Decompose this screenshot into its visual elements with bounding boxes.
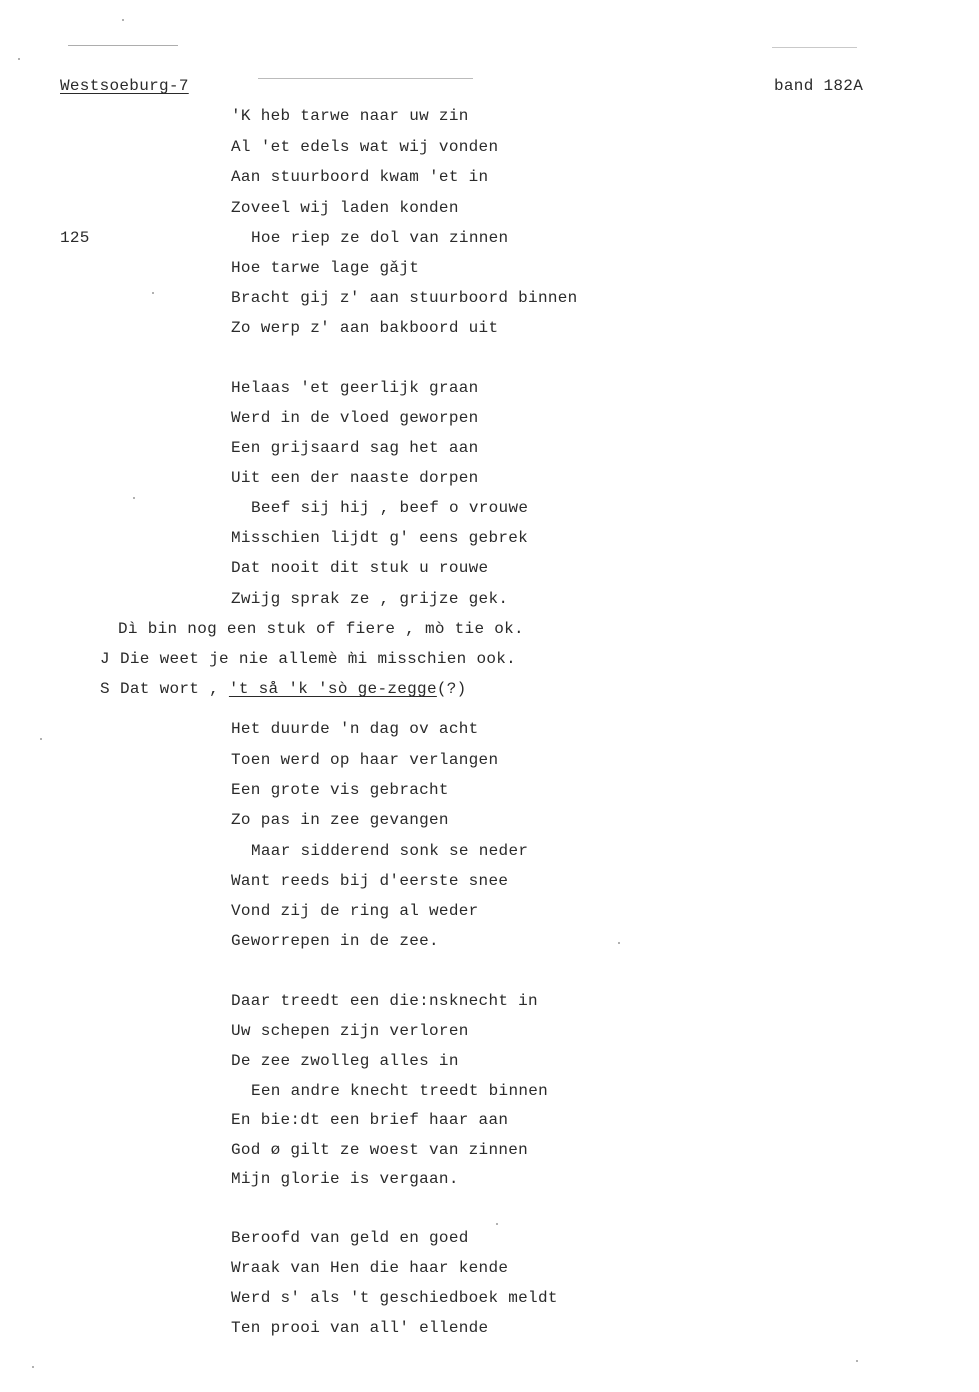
verse-line: De zee zwolleg alles in [231, 1052, 459, 1070]
verse-line: Dat nooit dit stuk u rouwe [231, 559, 489, 577]
comment-line [120, 679, 467, 699]
scan-dot [496, 1223, 498, 1225]
verse-line: Daar treedt een die:nsknecht in [231, 992, 538, 1010]
verse-line: Aan stuurboord kwam 'et in [231, 168, 489, 186]
verse-line: Al 'et edels wat wij vonden [231, 138, 499, 156]
verse-line: 'K heb tarwe naar uw zin [231, 107, 469, 125]
comment-text: (?) [436, 680, 467, 698]
verse-line: Het duurde 'n dag ov acht [231, 720, 479, 738]
verse-line: Helaas 'et geerlijk graan [231, 379, 479, 397]
verse-line: Geworrepen in de zee. [231, 932, 439, 950]
scan-dot [32, 1366, 34, 1368]
scan-dot [152, 292, 154, 294]
verse-line: Bracht gij z' aan stuurboord binnen [231, 289, 578, 307]
verse-line: Werd s' als 't geschiedboek meldt [231, 1289, 558, 1307]
verse-line: Zwijg sprak ze , grijze gek. [231, 590, 509, 608]
header-left: Westsoeburg-7 [60, 77, 189, 95]
comment-speaker: J [100, 650, 110, 668]
header-right: band 182A [774, 77, 864, 95]
verse-line: Misschien lijdt g' eens gebrek [231, 529, 529, 547]
verse-line: Een grijsaard sag het aan [231, 439, 479, 457]
verse-line: Zoveel wij laden konden [231, 199, 459, 217]
verse-line: Vond zij de ring al weder [231, 902, 479, 920]
line-number: 125 [60, 229, 90, 247]
verse-line: Werd in de vloed geworpen [231, 409, 479, 427]
verse-line: Mijn glorie is vergaan. [231, 1170, 459, 1188]
verse-line: Zo werp z' aan bakboord uit [231, 319, 499, 337]
scan-dot [133, 497, 135, 499]
verse-line: Beroofd van geld en goed [231, 1229, 469, 1247]
verse-line: Uw schepen zijn verloren [231, 1022, 469, 1040]
verse-line: Zo pas in zee gevangen [231, 811, 449, 829]
verse-line: God ø gilt ze woest van zinnen [231, 1141, 529, 1159]
verse-line: Uit een der naaste dorpen [231, 469, 479, 487]
comment-line: Dì bin nog een stuk of fiere , mò tie ok. [118, 620, 524, 638]
comment-speaker: S [100, 680, 110, 698]
comment-underlined-text: 't så 'k 'sò ge-zegge [228, 680, 437, 698]
verse-line: Een grote vis gebracht [231, 781, 449, 799]
scan-dot [18, 58, 20, 60]
verse-line: Hoe riep ze dol van zinnen [251, 229, 509, 247]
scan-mark [68, 45, 178, 46]
comment-text: Dat wort , [120, 680, 229, 698]
comment-line: Die weet je nie allemè m̀i misschien ook. [120, 650, 517, 668]
verse-line: Want reeds bij d'eerste snee [231, 872, 509, 890]
scan-dot [618, 942, 620, 944]
verse-line: Hoe tarwe lage gǎjt [231, 259, 420, 277]
verse-line: Wraak van Hen die haar kende [231, 1259, 509, 1277]
verse-line: Beef sij hij , beef o vrouwe [251, 499, 529, 517]
scan-dot [40, 738, 42, 740]
verse-line: En bie:dt een brief haar aan [231, 1111, 509, 1129]
scan-mark [772, 47, 857, 48]
scan-dot [122, 19, 124, 21]
verse-line: Ten prooi van all' ellende [231, 1319, 489, 1337]
verse-line: Een andre knecht treedt binnen [251, 1082, 549, 1100]
scan-dot [856, 1360, 858, 1362]
scan-mark [258, 78, 473, 79]
verse-line: Maar sidderend sonk se neder [251, 842, 529, 860]
verse-line: Toen werd op haar verlangen [231, 751, 499, 769]
